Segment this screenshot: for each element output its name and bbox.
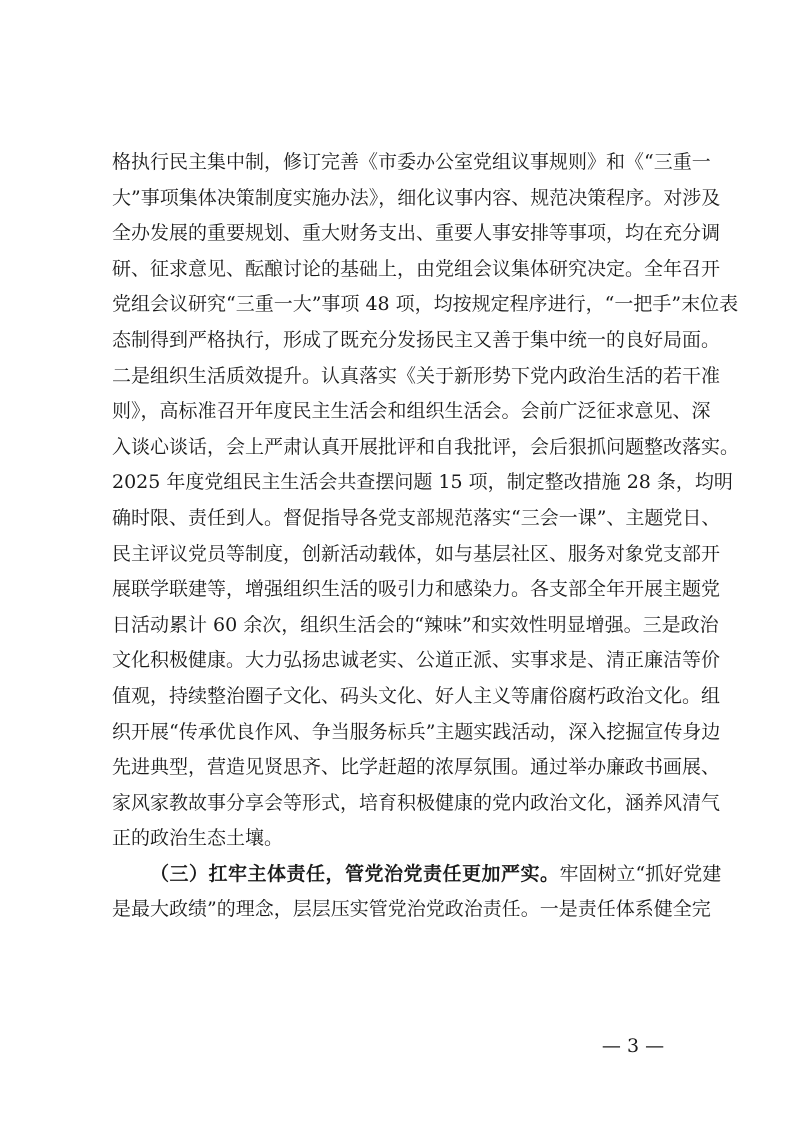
text-line: 家风家教故事分享会等形式，培育积极健康的党内政治文化，涵养风清气	[112, 791, 721, 814]
text-line: 展联学联建等，增强组织生活的吸引力和感染力。各支部全年开展主题党	[112, 578, 721, 601]
text-line: 态制得到严格执行，形成了既充分发扬民主又善于集中统一的良好局面。	[112, 328, 721, 351]
text-line: 确时限、责任到人。督促指导各党支部规范落实“三会一课”、主题党日、	[112, 506, 721, 529]
text-line: 织开展“传承优良作风、争当服务标兵”主题实践活动，深入挖掘宣传身边	[112, 720, 721, 743]
page-number: — 3 —	[601, 1035, 665, 1057]
text-line: 民主评议党员等制度，创新活动载体，如与基层社区、服务对象党支部开	[112, 542, 721, 565]
body-text	[112, 145, 740, 928]
text-line: 文化积极健康。大力弘扬忠诚老实、公道正派、实事求是、清正廉洁等价	[112, 649, 721, 672]
text-line: 研、征求意见、酝酿讨论的基础上，由党组会议集体研究决定。全年召开	[112, 257, 721, 280]
text-line: 日活动累计 60 余次，组织生活会的“辣味”和实效性明显增强。三是政治	[112, 613, 719, 636]
text-line: 入谈心谈话，会上严肃认真开展批评和自我批评，会后狠抓问题整改落实。	[112, 435, 740, 458]
text-line: 格执行民主集中制，修订完善《市委办公室党组议事规则》和《“三重一	[112, 151, 711, 173]
text-line: 二是组织生活质效提升。认真落实《关于新形势下党内政治生活的若干准	[112, 364, 721, 387]
text-line: 正的政治生态土壤。	[112, 827, 284, 850]
text-line: 2025 年度党组民主生活会共查摆问题 15 项，制定整改措施 28 条，均明	[112, 471, 733, 494]
section-heading-line	[112, 857, 722, 893]
text-line: 先进典型，营造见贤思齐、比学赶超的浓厚氛围。通过举办廉政书画展、	[112, 756, 721, 779]
text-line: 是最大政绩”的理念，层层压实管党治党政治责任。一是责任体系健全完	[112, 898, 711, 921]
section-text: 牢固树立“抓好党建	[559, 862, 722, 885]
text-line: 大”事项集体决策制度实施办法》，细化议事内容、规范决策程序。对涉及	[112, 186, 721, 209]
text-line: 值观，持续整治圈子文化、码头文化、好人主义等庸俗腐朽政治文化。组	[112, 684, 721, 707]
section-heading: （三）扛牢主体责任，管党治党责任更加严实。	[150, 862, 560, 885]
text-line: 则》，高标准召开年度民主生活会和组织生活会。会前广泛征求意见、深	[112, 400, 711, 423]
text-line: 全办发展的重要规划、重大财务支出、重要人事安排等事项，均在充分调	[112, 222, 721, 245]
text-line: 党组会议研究“三重一大”事项 48 项，均按规定程序进行，“一把手”末位表	[112, 293, 739, 316]
